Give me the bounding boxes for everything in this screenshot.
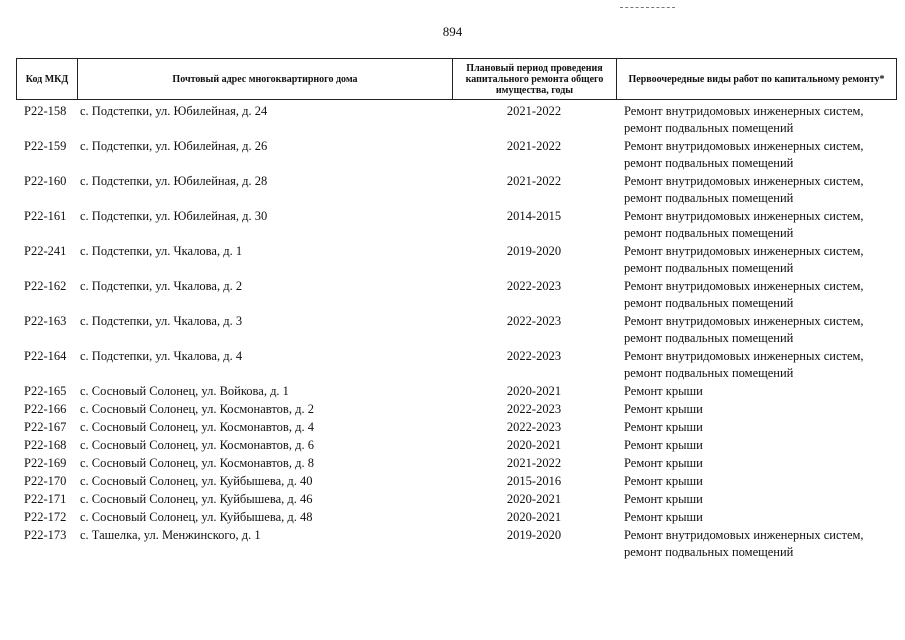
row-period: 2014-2015 (506, 209, 562, 223)
row-code: Р22-163 (24, 314, 67, 328)
row-work-line-2: ремонт подвальных помещений (624, 366, 794, 380)
row-code: Р22-169 (24, 456, 67, 470)
row-address: с. Сосновый Солонец, ул. Куйбышева, д. 46 (80, 492, 313, 506)
row-work-line-2: ремонт подвальных помещений (624, 191, 794, 205)
row-works (616, 313, 895, 348)
row-address: с. Сосновый Солонец, ул. Космонавтов, д. 4 (80, 420, 314, 434)
row-work-line-1: Ремонт внутридомовых инженерных систем, (624, 349, 864, 363)
table-row (16, 527, 897, 562)
scan-mark (620, 7, 675, 8)
row-works (616, 243, 895, 278)
row-period: 2019-2020 (506, 528, 562, 542)
row-works (616, 455, 895, 473)
row-work-line-2: ремонт подвальных помещений (624, 545, 794, 559)
row-works (616, 103, 895, 138)
row-works (616, 383, 895, 401)
page-number: 894 (442, 24, 463, 39)
row-work-line-1: Ремонт внутридомовых инженерных систем, (624, 174, 864, 188)
row-works (616, 208, 895, 243)
row-code: Р22-172 (24, 510, 67, 524)
row-work-line-2: ремонт подвальных помещений (624, 331, 794, 345)
row-address: с. Подстепки, ул. Юбилейная, д. 30 (80, 209, 268, 223)
table-row (16, 437, 897, 455)
table-row (16, 208, 897, 243)
row-work-line-1: Ремонт крыши (624, 420, 703, 434)
table-row (16, 491, 897, 509)
row-work-line-1: Ремонт крыши (624, 438, 703, 452)
row-work-line-1: Ремонт внутридомовых инженерных систем, (624, 139, 864, 153)
row-address: с. Ташелка, ул. Менжинского, д. 1 (80, 528, 261, 542)
row-work-line-1: Ремонт крыши (624, 492, 703, 506)
row-address: с. Сосновый Солонец, ул. Космонавтов, д. 6 (80, 438, 314, 452)
row-code: Р22-170 (24, 474, 67, 488)
row-period: 2022-2023 (506, 402, 562, 416)
row-code: Р22-160 (24, 174, 67, 188)
header-address: Почтовый адрес многоквартирного дома (78, 59, 453, 99)
row-address: с. Сосновый Солонец, ул. Космонавтов, д. 2 (80, 402, 314, 416)
row-period: 2019-2020 (506, 244, 562, 258)
table-body (16, 103, 897, 562)
row-address: с. Подстепки, ул. Юбилейная, д. 24 (80, 104, 268, 118)
row-work-line-1: Ремонт внутридомовых инженерных систем, (624, 528, 864, 542)
row-address: с. Подстепки, ул. Чкалова, д. 2 (80, 279, 243, 293)
row-works (616, 527, 895, 562)
row-code: Р22-241 (24, 244, 67, 258)
row-code: Р22-165 (24, 384, 67, 398)
row-period: 2020-2021 (506, 438, 562, 452)
header-period: Плановый период проведения капитального ремонта общего имущества, годы (453, 59, 617, 99)
row-period: 2022-2023 (506, 420, 562, 434)
row-period: 2020-2021 (506, 384, 562, 398)
table-row (16, 243, 897, 278)
row-work-line-1: Ремонт внутридомовых инженерных систем, (624, 104, 864, 118)
row-work-line-2: ремонт подвальных помещений (624, 261, 794, 275)
row-address: с. Подстепки, ул. Чкалова, д. 3 (80, 314, 243, 328)
row-works (616, 509, 895, 527)
table-row (16, 419, 897, 437)
row-address: с. Подстепки, ул. Юбилейная, д. 28 (80, 174, 268, 188)
row-work-line-2: ремонт подвальных помещений (624, 121, 794, 135)
row-work-line-2: ремонт подвальных помещений (624, 296, 794, 310)
row-code: Р22-159 (24, 139, 67, 153)
row-period: 2020-2021 (506, 510, 562, 524)
table-row (16, 509, 897, 527)
table-row (16, 383, 897, 401)
row-works (616, 278, 895, 313)
row-code: Р22-162 (24, 279, 67, 293)
row-work-line-1: Ремонт внутридомовых инженерных систем, (624, 314, 864, 328)
row-work-line-2: ремонт подвальных помещений (624, 226, 794, 240)
table-row (16, 278, 897, 313)
table-row (16, 455, 897, 473)
row-work-line-1: Ремонт крыши (624, 474, 703, 488)
row-work-line-1: Ремонт крыши (624, 456, 703, 470)
row-work-line-1: Ремонт внутридомовых инженерных систем, (624, 279, 864, 293)
table-row (16, 313, 897, 348)
row-work-line-1: Ремонт внутридомовых инженерных систем, (624, 209, 864, 223)
row-works (616, 491, 895, 509)
row-work-line-1: Ремонт крыши (624, 510, 703, 524)
header-works: Первоочередные виды работ по капитальному ремонту* (628, 73, 885, 85)
row-period: 2022-2023 (506, 314, 562, 328)
row-works (616, 401, 895, 419)
table-row (16, 348, 897, 383)
table-row (16, 103, 897, 138)
row-works (616, 348, 895, 383)
row-period: 2020-2021 (506, 492, 562, 506)
row-works (616, 419, 895, 437)
row-work-line-2: ремонт подвальных помещений (624, 156, 794, 170)
table-row (16, 401, 897, 419)
row-period: 2022-2023 (506, 279, 562, 293)
table-header (16, 58, 897, 100)
table-row (16, 173, 897, 208)
row-period: 2021-2022 (506, 174, 562, 188)
row-address: с. Подстепки, ул. Юбилейная, д. 26 (80, 139, 268, 153)
row-address: с. Сосновый Солонец, ул. Войкова, д. 1 (80, 384, 289, 398)
row-code: Р22-164 (24, 349, 67, 363)
row-period: 2022-2023 (506, 349, 562, 363)
row-address: с. Подстепки, ул. Чкалова, д. 1 (80, 244, 243, 258)
row-address: с. Подстепки, ул. Чкалова, д. 4 (80, 349, 243, 363)
row-works (616, 173, 895, 208)
row-works (616, 473, 895, 491)
row-code: Р22-171 (24, 492, 67, 506)
row-code: Р22-168 (24, 438, 67, 452)
row-address: с. Сосновый Солонец, ул. Куйбышева, д. 48 (80, 510, 313, 524)
row-code: Р22-167 (24, 420, 67, 434)
row-work-line-1: Ремонт крыши (624, 402, 703, 416)
table-row (16, 473, 897, 491)
header-code: Код МКД (17, 59, 78, 99)
row-code: Р22-173 (24, 528, 67, 542)
row-code: Р22-161 (24, 209, 67, 223)
row-code: Р22-166 (24, 402, 67, 416)
row-address: с. Сосновый Солонец, ул. Космонавтов, д. 8 (80, 456, 314, 470)
table-row (16, 138, 897, 173)
row-works (616, 138, 895, 173)
row-period: 2021-2022 (506, 139, 562, 153)
row-address: с. Сосновый Солонец, ул. Куйбышева, д. 40 (80, 474, 313, 488)
row-period: 2015-2016 (506, 474, 562, 488)
row-period: 2021-2022 (506, 104, 562, 118)
row-works (616, 437, 895, 455)
row-period: 2021-2022 (506, 456, 562, 470)
row-work-line-1: Ремонт внутридомовых инженерных систем, (624, 244, 864, 258)
row-code: Р22-158 (24, 104, 67, 118)
row-work-line-1: Ремонт крыши (624, 384, 703, 398)
